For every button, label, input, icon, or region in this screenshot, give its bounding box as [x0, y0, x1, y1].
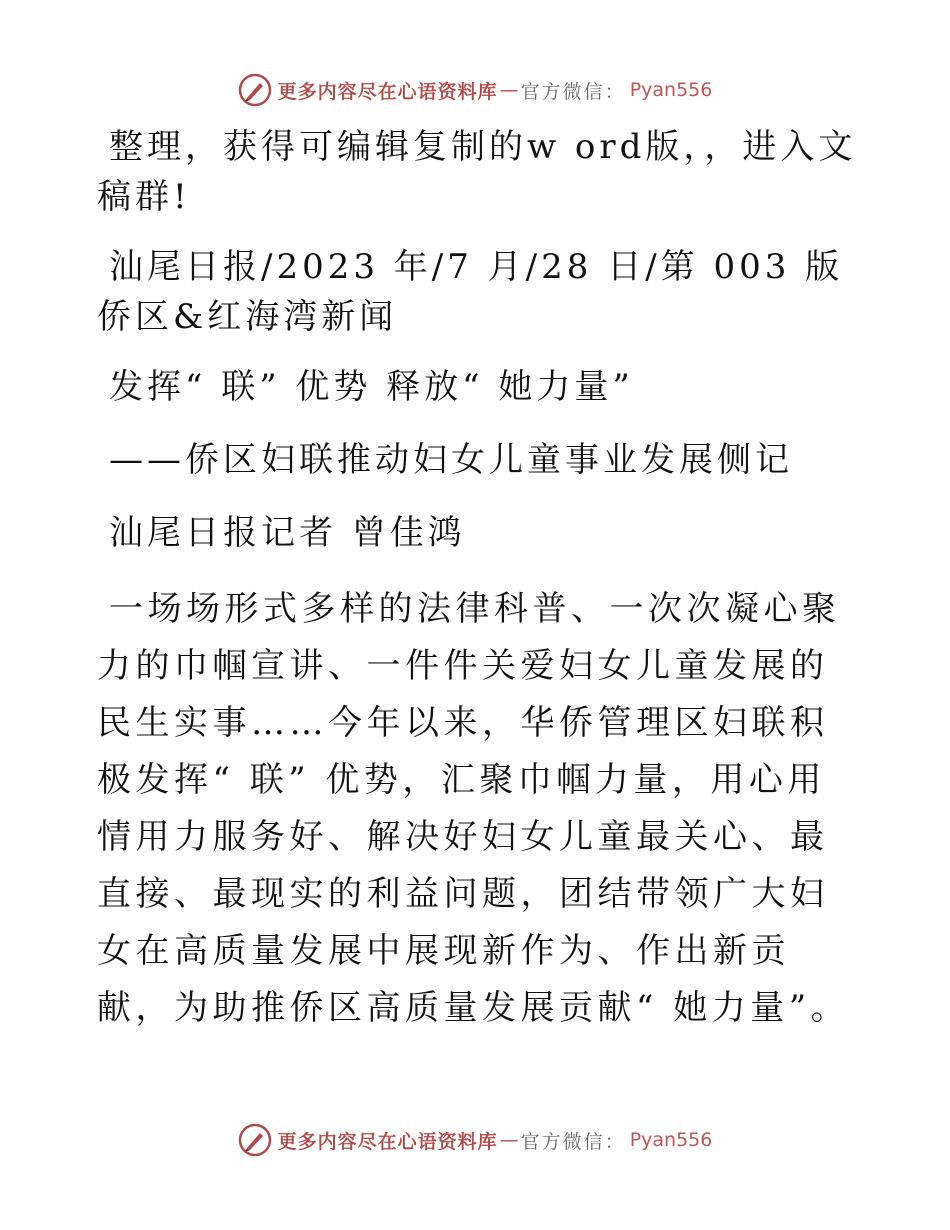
watermark-wechat-id: Pyan556	[629, 1129, 713, 1151]
article-body-paragraph: 一场场形式多样的法律科普、一次次凝心聚力的巾帼宣讲、一件件关爱妇女儿童发展的民生实事……今年以来，华侨管理区妇联积极发挥“ 联” 优势，汇聚巾帼力量，用心用情用力服务好、解决好妇女儿童最关心、最直接、最现实的利益问题，团结带领广大妇女在高质量发展中展现新作为、作出新贡献，为助推侨区高质量发展贡献“ 她力量”。	[97, 589, 850, 1028]
watermark-site-text: 更多内容尽在心语资料库	[277, 80, 498, 103]
article-byline: 汕尾日报记者 曾佳鸿	[109, 513, 466, 553]
watermark-header	[0, 70, 950, 110]
watermark-dash: —	[499, 1129, 519, 1151]
watermark-site-text: 更多内容尽在心语资料库	[277, 1130, 498, 1153]
watermark-official-label: 官方微信：	[520, 1130, 626, 1153]
pen-logo-icon	[238, 73, 272, 107]
article-subheadline: ——侨区妇联推动妇女儿童事业发展侧记	[109, 440, 793, 480]
document-body	[97, 122, 857, 1057]
watermark-official-label: 官方微信：	[520, 80, 626, 103]
article-headline: 发挥“ 联” 优势 释放“ 她力量”	[109, 367, 634, 407]
source-line: 汕尾日报/2023 年/7 月/28 日/第 003 版侨区&红海湾新闻	[97, 247, 844, 337]
watermark-dash: —	[499, 79, 519, 101]
intro-paragraph: 整理，获得可编辑复制的w ord版，，进入文稿群!	[97, 127, 857, 217]
pen-logo-icon	[238, 1123, 272, 1157]
watermark-wechat-id: Pyan556	[629, 79, 713, 101]
watermark-footer	[0, 1120, 950, 1160]
